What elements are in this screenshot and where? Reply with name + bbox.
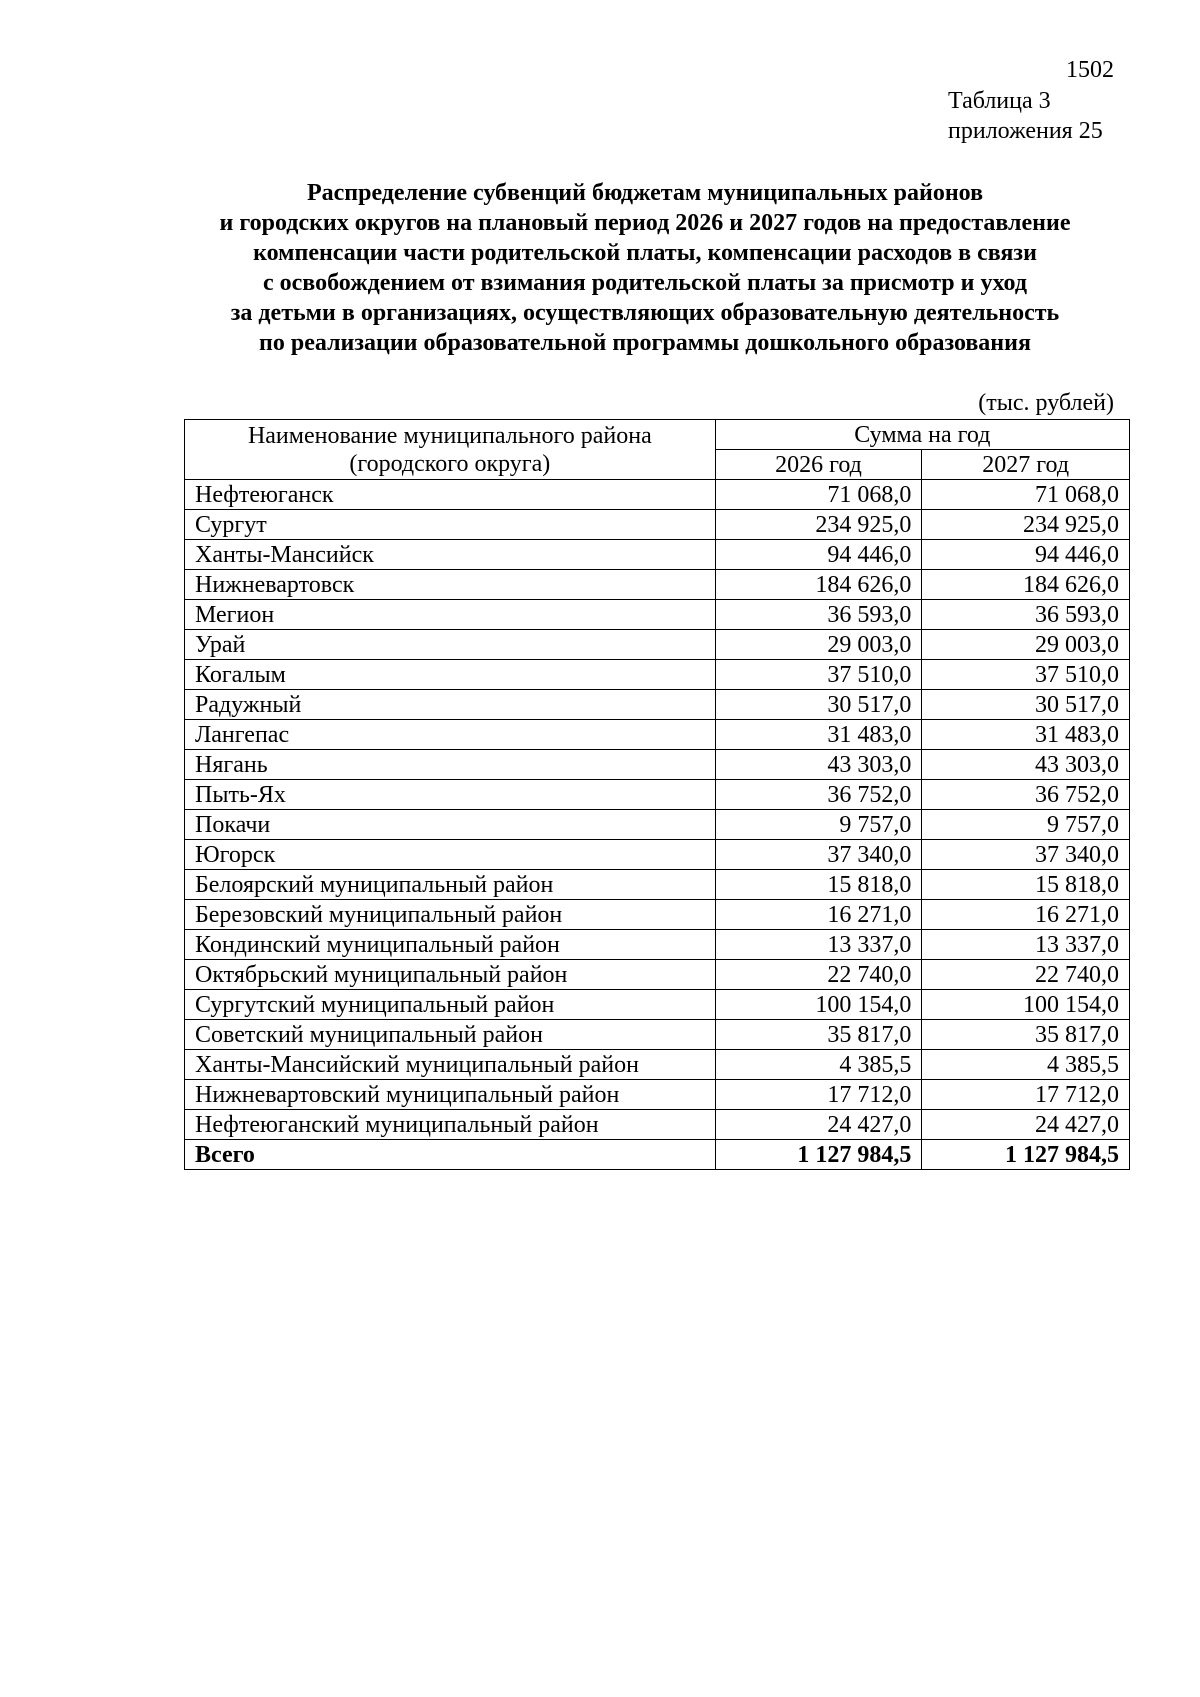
table-row (185, 600, 1130, 630)
table-row (185, 510, 1130, 540)
table-row (185, 840, 1130, 870)
amount-2026-cell: 234 925,0 (715, 510, 922, 540)
amount-2026-cell: 94 446,0 (715, 540, 922, 570)
district-name-cell: Покачи (185, 810, 716, 840)
amount-2027-cell: 9 757,0 (922, 810, 1130, 840)
amount-2027-cell: 30 517,0 (922, 690, 1130, 720)
amount-2026-cell: 24 427,0 (715, 1110, 922, 1140)
amount-2027-cell: 15 818,0 (922, 870, 1130, 900)
district-name-cell: Нижневартовский муниципальный район (185, 1080, 716, 1110)
district-name-cell: Кондинский муниципальный район (185, 930, 716, 960)
amount-2027-cell: 29 003,0 (922, 630, 1130, 660)
table-row (185, 720, 1130, 750)
amount-2027-cell: 36 752,0 (922, 780, 1130, 810)
district-name-cell: Ханты-Мансийск (185, 540, 716, 570)
amount-2027-cell: 35 817,0 (922, 1020, 1130, 1050)
district-name-cell: Нефтеюганский муниципальный район (185, 1110, 716, 1140)
amount-2026-cell: 100 154,0 (715, 990, 922, 1020)
district-name-cell: Сургут (185, 510, 716, 540)
district-name-cell: Березовский муниципальный район (185, 900, 716, 930)
table-row (185, 480, 1130, 510)
district-name-cell: Всего (185, 1140, 716, 1170)
district-name-cell: Пыть-Ях (185, 780, 716, 810)
amount-2026-cell: 17 712,0 (715, 1080, 922, 1110)
document-title (120, 178, 1170, 358)
total-row (185, 1140, 1130, 1170)
table-row (185, 1080, 1130, 1110)
district-name-cell: Нижневартовск (185, 570, 716, 600)
title-line: с освобождением от взимания родительской платы за присмотр и уход (263, 270, 1027, 296)
district-name-cell: Нефтеюганск (185, 480, 716, 510)
table-row (185, 930, 1130, 960)
table-row (185, 1020, 1130, 1050)
amount-2027-cell: 37 340,0 (922, 840, 1130, 870)
amount-2026-cell: 15 818,0 (715, 870, 922, 900)
district-name-cell: Урай (185, 630, 716, 660)
header-sum-cell: Сумма на год (715, 420, 1129, 450)
page-number: 1502 (1066, 57, 1114, 83)
amount-2026-cell: 22 740,0 (715, 960, 922, 990)
amount-2027-cell: 17 712,0 (922, 1080, 1130, 1110)
district-name-cell: Сургутский муниципальный район (185, 990, 716, 1020)
amount-2027-cell: 37 510,0 (922, 660, 1130, 690)
subsidy-table (184, 419, 1130, 1170)
district-name-cell: Радужный (185, 690, 716, 720)
amount-2026-cell: 43 303,0 (715, 750, 922, 780)
header-year-2026: 2026 год (715, 450, 922, 480)
amount-2026-cell: 31 483,0 (715, 720, 922, 750)
table-row (185, 900, 1130, 930)
amount-2027-cell: 36 593,0 (922, 600, 1130, 630)
amount-2027-cell: 24 427,0 (922, 1110, 1130, 1140)
header-year-2027: 2027 год (922, 450, 1130, 480)
amount-2027-cell: 13 337,0 (922, 930, 1130, 960)
district-name-cell: Советский муниципальный район (185, 1020, 716, 1050)
table-ref-line-2: приложения 25 (948, 118, 1103, 144)
amount-2027-cell: 184 626,0 (922, 570, 1130, 600)
amount-2027-cell: 22 740,0 (922, 960, 1130, 990)
district-name-cell: Мегион (185, 600, 716, 630)
amount-2026-cell: 36 593,0 (715, 600, 922, 630)
amount-2027-cell: 43 303,0 (922, 750, 1130, 780)
table-row (185, 810, 1130, 840)
table-row (185, 960, 1130, 990)
amount-2026-cell: 29 003,0 (715, 630, 922, 660)
table-row (185, 660, 1130, 690)
amount-2026-cell: 1 127 984,5 (715, 1140, 922, 1170)
header-name-line-1: Наименование муниципального района (247, 422, 652, 449)
header-name-line-2: (городского округа) (349, 450, 551, 477)
district-name-cell: Югорск (185, 840, 716, 870)
units-label: (тыс. рублей) (978, 390, 1114, 416)
district-name-cell: Ханты-Мансийский муниципальный район (185, 1050, 716, 1080)
district-name-cell: Нягань (185, 750, 716, 780)
amount-2027-cell: 4 385,5 (922, 1050, 1130, 1080)
table-row (185, 630, 1130, 660)
amount-2026-cell: 30 517,0 (715, 690, 922, 720)
title-line: и городских округов на плановый период 2026 и 2027 годов на предоставление (219, 210, 1071, 236)
amount-2027-cell: 31 483,0 (922, 720, 1130, 750)
amount-2027-cell: 100 154,0 (922, 990, 1130, 1020)
amount-2027-cell: 94 446,0 (922, 540, 1130, 570)
amount-2026-cell: 71 068,0 (715, 480, 922, 510)
table-row (185, 1110, 1130, 1140)
table-row (185, 870, 1130, 900)
district-name-cell: Лангепас (185, 720, 716, 750)
amount-2026-cell: 13 337,0 (715, 930, 922, 960)
district-name-cell: Октябрьский муниципальный район (185, 960, 716, 990)
title-line: Распределение субвенций бюджетам муниципальных районов (306, 180, 984, 206)
table-row (185, 540, 1130, 570)
amount-2027-cell: 16 271,0 (922, 900, 1130, 930)
table-row (185, 690, 1130, 720)
table-row (185, 1050, 1130, 1080)
table-row (185, 780, 1130, 810)
header-row (185, 420, 1130, 450)
table-ref-line-1: Таблица 3 (948, 88, 1051, 114)
amount-2027-cell: 1 127 984,5 (922, 1140, 1130, 1170)
amount-2026-cell: 4 385,5 (715, 1050, 922, 1080)
district-name-cell: Когалым (185, 660, 716, 690)
amount-2027-cell: 234 925,0 (922, 510, 1130, 540)
table-reference (948, 86, 1103, 146)
amount-2026-cell: 9 757,0 (715, 810, 922, 840)
amount-2026-cell: 37 340,0 (715, 840, 922, 870)
district-name-cell: Белоярский муниципальный район (185, 870, 716, 900)
title-line: по реализации образовательной программы дошкольного образования (259, 330, 1031, 356)
table-row (185, 570, 1130, 600)
amount-2026-cell: 35 817,0 (715, 1020, 922, 1050)
header-name-cell (185, 420, 716, 480)
title-line: компенсации части родительской платы, компенсации расходов в связи (253, 240, 1037, 266)
amount-2027-cell: 71 068,0 (922, 480, 1130, 510)
table-row (185, 750, 1130, 780)
table-row (185, 990, 1130, 1020)
amount-2026-cell: 184 626,0 (715, 570, 922, 600)
amount-2026-cell: 37 510,0 (715, 660, 922, 690)
amount-2026-cell: 16 271,0 (715, 900, 922, 930)
title-line: за детьми в организациях, осуществляющих образовательную деятельность (230, 300, 1060, 326)
amount-2026-cell: 36 752,0 (715, 780, 922, 810)
table-body (185, 480, 1130, 1170)
